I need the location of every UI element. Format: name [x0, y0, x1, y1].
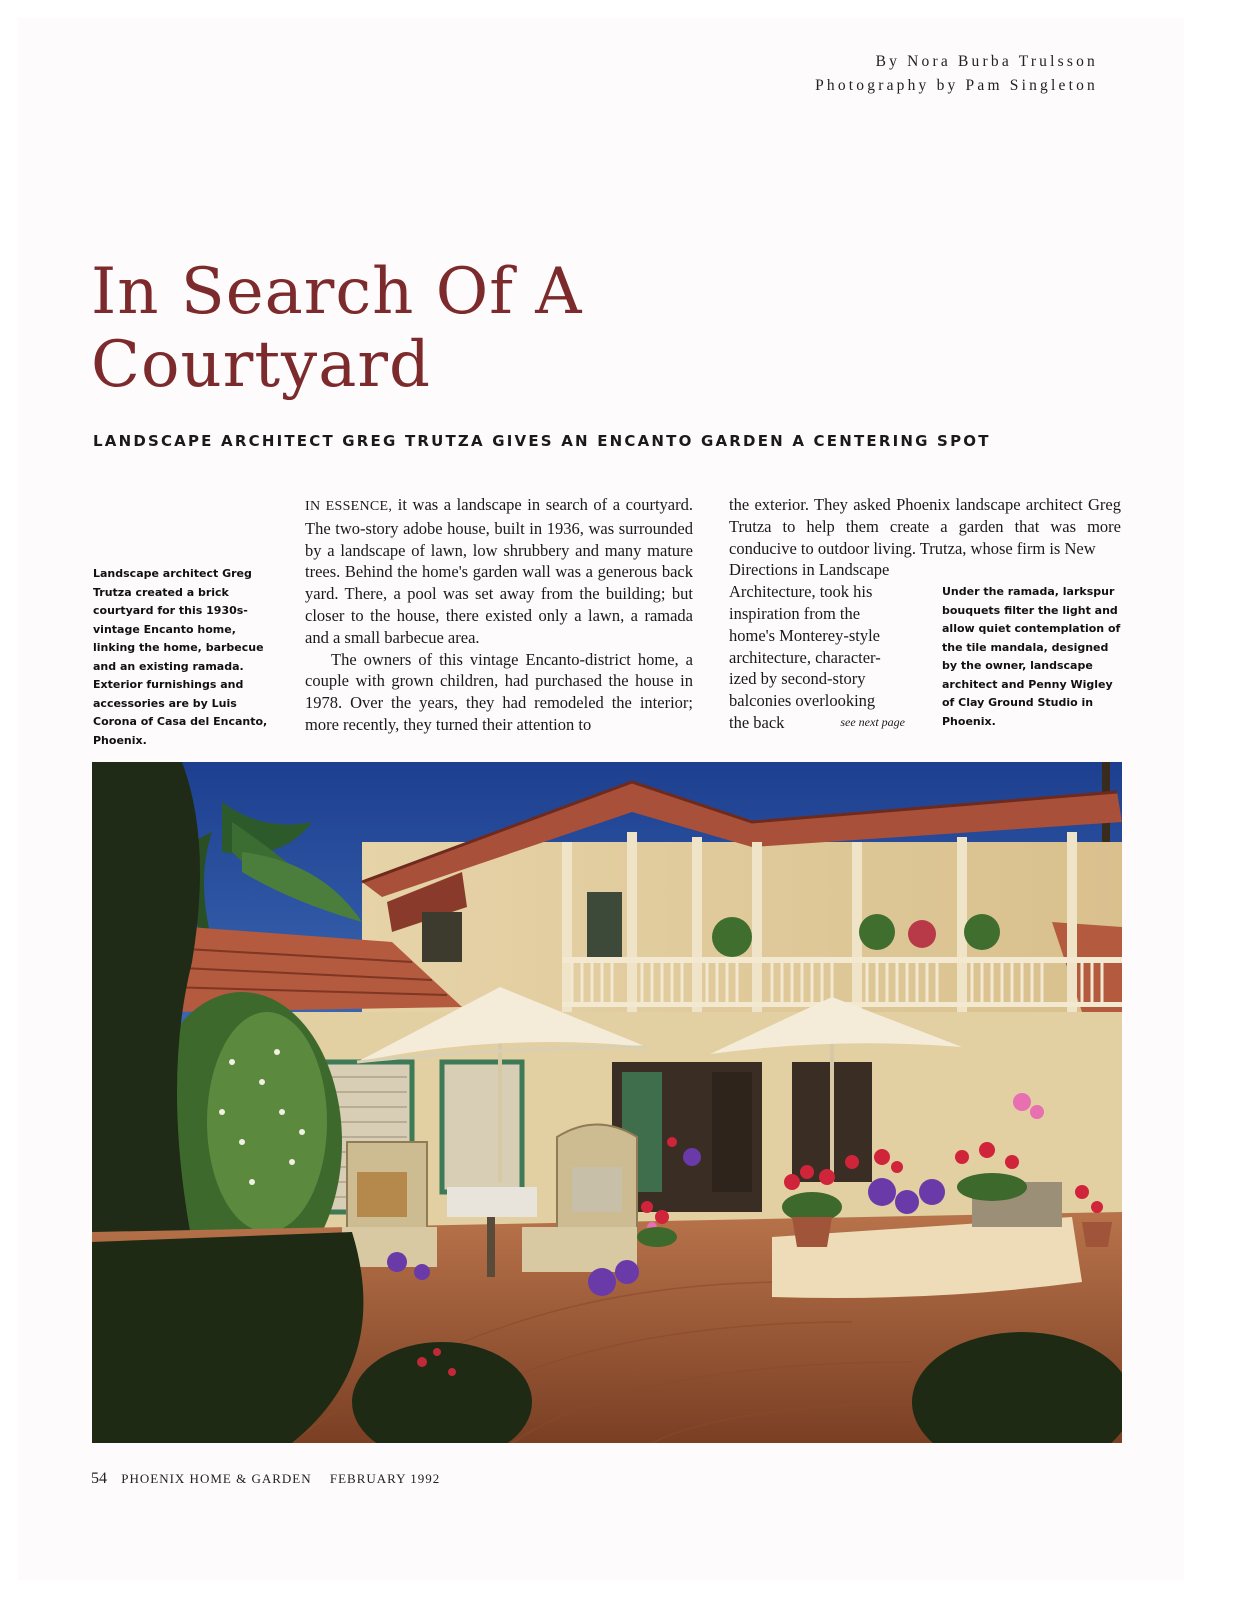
- narrow-line: ized by second-story: [729, 669, 866, 689]
- narrow-line: balconies overlooking: [729, 691, 876, 711]
- issue-date: FEBRUARY 1992: [329, 1471, 441, 1486]
- article-subtitle: LANDSCAPE ARCHITECT GREG TRUTZA GIVES AN ENCANTO GARDEN A CENTERING SPOT: [93, 432, 991, 450]
- title-line-2: Courtyard: [91, 328, 431, 402]
- byline: [815, 50, 1098, 98]
- narrow-line: inspiration from the: [729, 603, 861, 623]
- page-number: 54: [91, 1470, 107, 1487]
- narrow-line: home's Monterey-style: [729, 625, 880, 645]
- paragraph-1: [305, 494, 693, 649]
- paragraph-1-text: it was a landscape in search of a courtyard. The two-story adobe house, built in 1936, was surrounded by a landscape of lawn, low shrubbery and many mature trees. Behind the home's garden wall was a generous back yard. There, a pool was set away from the building; but closer to the house, there existed only a lawn, a ramada and a small barbecue area.: [305, 495, 693, 647]
- courtyard-illustration: [92, 762, 1122, 1443]
- narrow-line: Architecture, took his: [729, 582, 873, 602]
- continued-line: [729, 712, 905, 734]
- article-title: [91, 256, 851, 402]
- last-line: the back: [729, 712, 785, 732]
- courtyard-photo: [92, 762, 1122, 1443]
- page-footer: [91, 1470, 440, 1488]
- publication-name: PHOENIX HOME & GARDEN: [121, 1471, 312, 1486]
- narrow-line: Directions in Landscape: [729, 560, 890, 580]
- photo-caption-left: Landscape architect Greg Trutza created a brick courtyard for this 1930s-vintage Encanto home, linking the home, barbecue and an existing ramada. Exterior furnishings and accessories are by Luis Corona of Casa del Encanto, Phoenix.: [93, 567, 268, 747]
- paragraph-3-wide: the exterior. They asked Phoenix landscape architect Greg Trutza to help them create a garden that was more conducive to outdoor living. Trutza, whose firm is New: [729, 495, 1121, 558]
- photographer-credit: Photography by Pam Singleton: [815, 77, 1098, 94]
- body-column-1: [305, 494, 693, 736]
- photo-caption-right: Under the ramada, larkspur bouquets filter the light and allow quiet contemplation of the tile mandala, designed by the owner, landscape architect and Penny Wigley of Clay Ground Studio in Phoenix.: [942, 585, 1121, 728]
- continued-notice: see next page: [840, 714, 905, 729]
- lead-in: IN ESSENCE,: [305, 499, 393, 514]
- author-credit: By Nora Burba Trulsson: [875, 53, 1098, 70]
- upper-window: [422, 912, 462, 962]
- title-line-1: In Search Of A: [91, 255, 583, 329]
- patio-table: [447, 1187, 537, 1217]
- paragraph-2: The owners of this vintage Encanto-district home, a couple with grown children, had purchased the house in 1978. Over the years, they had remodeled the interior; more recently, they turned their attention to: [305, 649, 693, 734]
- french-door: [712, 1072, 752, 1192]
- upper-window: [587, 892, 622, 962]
- narrow-line: architecture, character-: [729, 647, 881, 667]
